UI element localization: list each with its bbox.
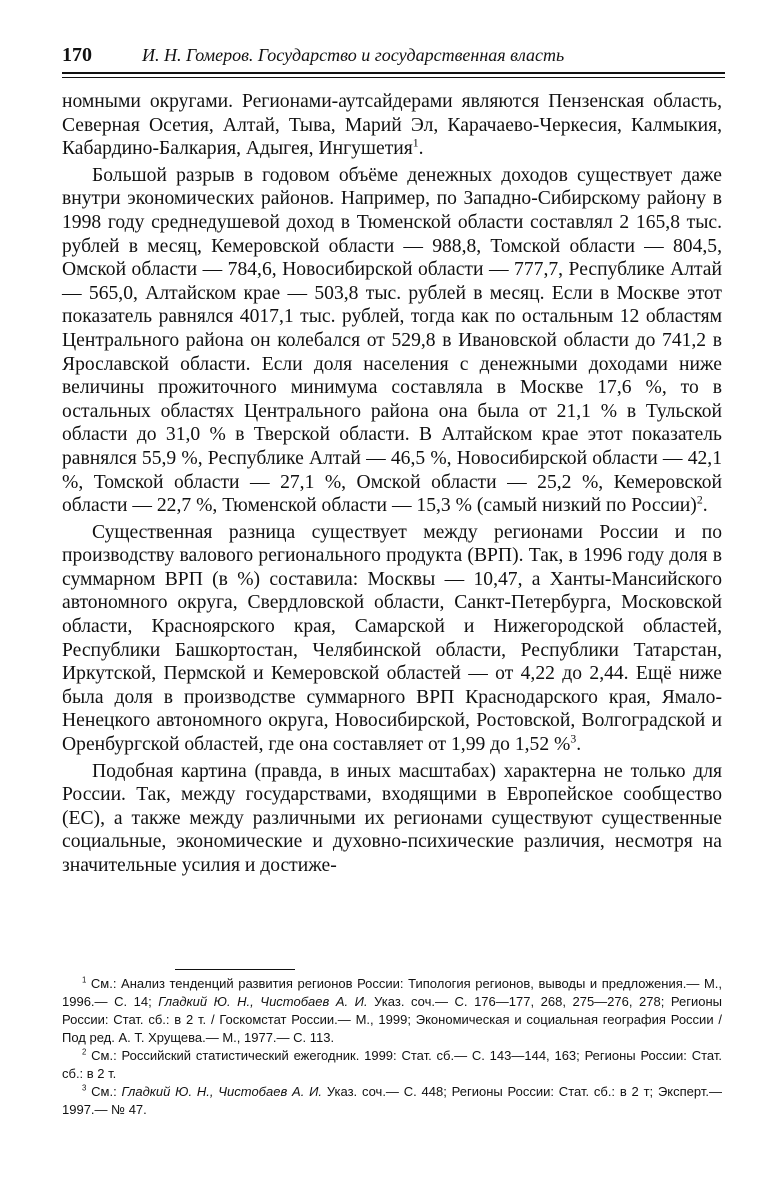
footnote xyxy=(62,1083,722,1119)
footnote-text: Указ. соч.— С. 448; Регионы России: Стат. сб.: в 2 т; Эксперт.— 1997.— № 47. xyxy=(62,1084,722,1117)
paragraph: Существенная разница существует между регионами России и по производству валового регионального продукта (ВРП). Так, в 1996 году доля в суммарном ВРП (в %) составила: Москвы — 10,47, а Ханты-Мансийского автономного округа, Свердловской области, Санкт-Петербурга, Московской области, Красноярского края, Самарской и Нижегородской областей, Республики Башкортостан, Челябинской области, Республики Татарстан, Иркутской, Пермской и Кемеровской областей — от 4,22 до 2,44. Ещё ниже была доля в производстве суммарного ВРП Краснодарского края, Ямало-Ненецкого автономного округа, Новосибирской, Ростовской, Волгоградской и Оренбургской областей, где она составляет от 1,99 до 1,52 %$^3$. xyxy=(62,521,722,756)
header-rule-thin xyxy=(62,77,725,78)
paragraph: Большой разрыв в годовом объёме денежных доходов существует даже внутри экономических районов. Например, по Западно-Сибирскому району в 1998 году среднедушевой доход в Тюменской области составлял 2 165,8 тыс. рублей в месяц, Кемеровской области — 988,8, Томской области — 804,5, Омской области — 784,6, Новосибирской области — 777,7, Республике Алтай — 565,0, Алтайском крае — 503,8 тыс. рублей в месяц. Если в Москве этот показатель равнялся 4017,1 тыс. рублей, тогда как по остальным 12 областям Центрального района он колебался от 529,8 в Ивановской области до 741,2 в Ярославской области. Если доля населения с денежными доходами ниже величины прожиточного минимума составляла в Москве 17,6 %, то в остальных областях Центрального района она была от 21,1 % в Тульской области до 31,0 % в Тверской области. В Алтайском крае этот показатель равнялся 55,9 %, Республике Алтай — 46,5 %, Новосибирской области — 42,1 %, Томской области — 27,1 %, Омской области — 25,2 %, Кемеровской области — 22,7 %, Тюменской области — 15,3 % (самый низкий по России)$^2$. xyxy=(62,164,722,517)
footnote-text: См.: Анализ тенденций развития регионов России: Типология регионов, выводы и предложения.— М., 1996.— С. 14; xyxy=(62,976,722,1009)
footnote-ref: 1 xyxy=(412,136,419,150)
footnote-text: См.: Российский статистический ежегодник. 1999: Стат. сб.— С. 143—144, 163; Регионы России: Стат. сб.: в 2 т. xyxy=(62,1048,722,1081)
footnote-mark: 1 xyxy=(82,975,87,985)
footnote-authors: Гладкий Ю. Н., Чистобаев А. И. xyxy=(121,1084,323,1099)
page-number: 170 xyxy=(62,44,92,66)
footnote-ref: 3 xyxy=(570,732,577,746)
paragraph: номными округами. Регионами-аутсайдерами являются Пензенская область, Северная Осетия, Алтай, Тыва, Марий Эл, Карачаево-Черкесия, Калмыкия, Кабардино-Балкария, Адыгея, Ингушетия$^1$. xyxy=(62,91,722,160)
footnote-mark: 3 xyxy=(82,1083,87,1093)
footnote-text: Указ. соч.— С. 176—177, 268, 275—276, 278; Регионы России: Стат. сб.: в 2 т. / Госкомстат России.— М., 1999; Экономическая и социальная география России / Под ред. А. Т. Хрущева.— М., 1977.— С. 113. xyxy=(62,994,722,1045)
footnote-ref: 2 xyxy=(696,493,703,507)
paragraph-text: номными округами. Регионами-аутсайдерами являются Пензенская область, Северная Осетия, Алтай, Тыва, Марий Эл, Карачаево-Черкесия, Калмыкия, Кабардино-Балкария, Адыгея, Ингушетия xyxy=(62,91,722,160)
footnote xyxy=(62,975,722,1047)
paragraph-text: Существенная разница существует между регионами России и по производству валового регионального продукта (ВРП). Так, в 1996 году доля в суммарном ВРП (в %) составила: Москвы — 10,47, а Ханты-Мансийского автономного округа, Свердловской области, Санкт-Петербурга, Московской области, Красноярского края, Самарской и Нижегородской областей, Республики Башкортостан, Челябинской области, Республики Татарстан, Иркутской, Пермской и Кемеровской областей — от 4,22 до 2,44. Ещё ниже была доля в производстве суммарного ВРП Краснодарского края, Ямало-Ненецкого автономного округа, Новосибирской, Ростовской, Волгоградской и Оренбургской областей, где она составляет от 1,99 до 1,52 % xyxy=(62,521,722,756)
footnote-mark: 2 xyxy=(82,1047,87,1057)
page-header xyxy=(62,44,722,70)
running-title: И. Н. Гомеров. Государство и государственная власть xyxy=(142,45,565,65)
footnote-text: См.: xyxy=(91,1084,122,1099)
paragraph-text: Подобная картина (правда, в иных масштабах) характерна не только для России. Так, между государствами, входящими в Европейское сообщество (ЕС), а также между различными их регионами существуют существенные социальные, экономические и духовно-психические различия, несмотря на значительные усилия и достиже- xyxy=(62,760,722,876)
paragraph xyxy=(62,760,722,878)
main-text xyxy=(62,90,722,881)
paragraph-text: Большой разрыв в годовом объёме денежных доходов существует даже внутри экономических районов. Например, по Западно-Сибирскому району в 1998 году среднедушевой доход в Тюменской области составлял 2 165,8 тыс. рублей в месяц, Кемеровской области — 988,8, Томской области — 804,5, Омской области — 784,6, Новосибирской области — 777,7, Республике Алтай — 565,0, Алтайском крае — 503,8 тыс. рублей в месяц. Если в Москве этот показатель равнялся 4017,1 тыс. рублей, тогда как по остальным 12 областям Центрального района он колебался от 529,8 в Ивановской области до 741,2 в Ярославской области. Если доля населения с денежными доходами ниже величины прожиточного минимума составляла в Москве 17,6 %, то в остальных областях Центрального района она была от 21,1 % в Тульской области до 31,0 % в Тверской области. В Алтайском крае этот показатель равнялся 55,9 %, Республике Алтай — 46,5 %, Новосибирской области — 42,1 %, Томской области — 27,1 %, Омской области — 25,2 %, Кемеровской области — 22,7 %, Тюменской области — 15,3 % (самый низкий по России) xyxy=(62,164,722,517)
footnotes xyxy=(62,975,722,1119)
footnote xyxy=(62,1047,722,1083)
footnote-authors: Гладкий Ю. Н., Чистобаев А. И. xyxy=(158,994,368,1009)
header-rule-thick xyxy=(62,72,725,74)
footnote-rule xyxy=(175,969,295,970)
